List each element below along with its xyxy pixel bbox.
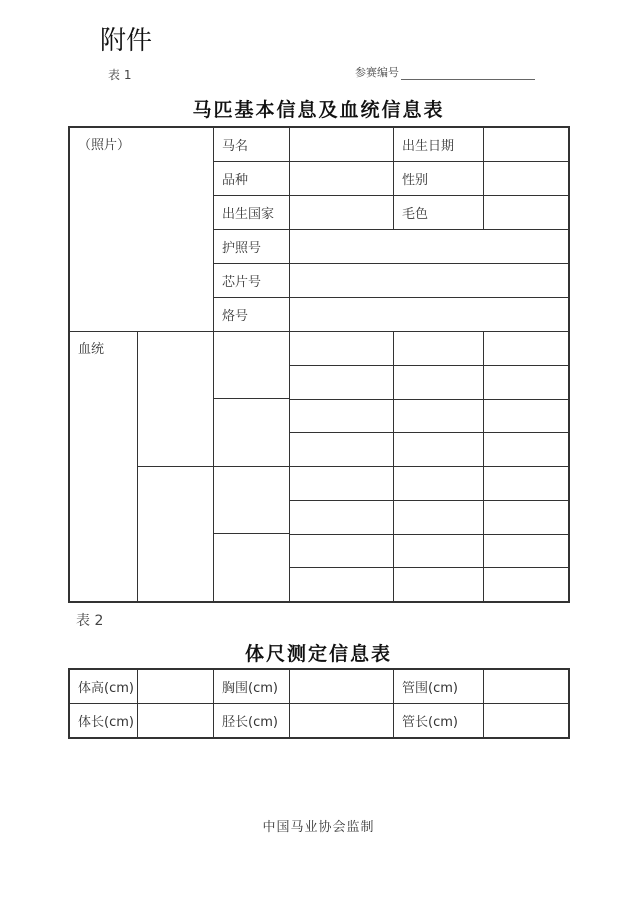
pedigree-gen3-cell[interactable] xyxy=(393,399,484,434)
pedigree-gen3-cell[interactable] xyxy=(393,500,484,535)
pedigree-cell xyxy=(69,331,138,602)
pedigree-gen3-cell[interactable] xyxy=(289,331,394,366)
table1-label: 表 1 xyxy=(108,68,132,82)
pedigree-gen3-cell[interactable] xyxy=(393,567,484,602)
pedigree-gen3-cell[interactable] xyxy=(289,567,394,602)
birth-date-value[interactable] xyxy=(483,127,569,162)
chest-girth-value[interactable] xyxy=(289,669,394,704)
sex-value[interactable] xyxy=(483,161,569,196)
shin-length-value[interactable] xyxy=(289,703,394,738)
birth-country-label: 出生国家 xyxy=(213,195,290,230)
table2-title: 体尺测定信息表 xyxy=(244,643,392,665)
pedigree-gen3-cell[interactable] xyxy=(289,365,394,400)
pedigree-sire[interactable] xyxy=(137,331,214,467)
photo-label: （照片） xyxy=(78,138,131,153)
passport-label: 护照号 xyxy=(213,229,290,264)
pedigree-gen3-cell[interactable] xyxy=(289,534,394,569)
photo-cell[interactable] xyxy=(69,127,214,332)
chip-label: 芯片号 xyxy=(213,263,290,298)
pedigree-gen3-cell[interactable] xyxy=(483,466,569,501)
pedigree-gen2[interactable] xyxy=(213,398,290,467)
pedigree-gen3-cell[interactable] xyxy=(483,534,569,569)
table2-label: 表 2 xyxy=(76,613,104,629)
pedigree-gen3-cell[interactable] xyxy=(483,500,569,535)
sex-label: 性别 xyxy=(393,161,484,196)
horse-name-value[interactable] xyxy=(289,127,394,162)
pedigree-gen3-cell[interactable] xyxy=(483,331,569,366)
pedigree-gen3-cell[interactable] xyxy=(393,534,484,569)
pedigree-gen3-cell[interactable] xyxy=(393,365,484,400)
breed-label: 品种 xyxy=(213,161,290,196)
height-value[interactable] xyxy=(137,669,214,704)
cannon-girth-value[interactable] xyxy=(483,669,569,704)
pedigree-gen3-cell[interactable] xyxy=(483,399,569,434)
body-length-value[interactable] xyxy=(137,703,214,738)
cannon-length-value[interactable] xyxy=(483,703,569,738)
pedigree-gen3-cell[interactable] xyxy=(393,466,484,501)
pedigree-gen3-cell[interactable] xyxy=(289,399,394,434)
chest-girth-label: 胸围(cm) xyxy=(213,669,290,704)
horse-name-label: 马名 xyxy=(213,127,290,162)
shin-length-label: 胫长(cm) xyxy=(213,703,290,738)
pedigree-gen2[interactable] xyxy=(213,466,290,534)
pedigree-dam[interactable] xyxy=(137,466,214,602)
breed-value[interactable] xyxy=(289,161,394,196)
cannon-girth-label: 管围(cm) xyxy=(393,669,484,704)
pedigree-gen2[interactable] xyxy=(213,533,290,602)
entry-number-field xyxy=(355,64,535,80)
chip-value[interactable] xyxy=(289,263,569,298)
passport-value[interactable] xyxy=(289,229,569,264)
pedigree-gen3-cell[interactable] xyxy=(289,500,394,535)
pedigree-gen3-cell[interactable] xyxy=(289,466,394,501)
body-length-label: 体长(cm) xyxy=(69,703,138,738)
pedigree-gen3-cell[interactable] xyxy=(393,331,484,366)
attachment-heading: 附件 xyxy=(100,26,153,56)
height-label: 体高(cm) xyxy=(69,669,138,704)
footer-text: 中国马业协会监制 xyxy=(262,820,375,835)
entry-number-input-line[interactable] xyxy=(401,67,535,80)
table1-title: 马匹基本信息及血统信息表 xyxy=(192,99,445,121)
pedigree-gen3-cell[interactable] xyxy=(393,432,484,467)
birth-date-label: 出生日期 xyxy=(393,127,484,162)
entry-number-label: 参赛编号 xyxy=(355,66,399,79)
pedigree-gen3-cell[interactable] xyxy=(483,567,569,602)
coat-color-value[interactable] xyxy=(483,195,569,230)
pedigree-label: 血统 xyxy=(78,342,105,357)
birth-country-value[interactable] xyxy=(289,195,394,230)
brand-label: 烙号 xyxy=(213,297,290,332)
brand-value[interactable] xyxy=(289,297,569,332)
pedigree-gen3-cell[interactable] xyxy=(483,365,569,400)
cannon-length-label: 管长(cm) xyxy=(393,703,484,738)
pedigree-gen3-cell[interactable] xyxy=(483,432,569,467)
coat-color-label: 毛色 xyxy=(393,195,484,230)
pedigree-gen2[interactable] xyxy=(213,331,290,399)
pedigree-gen3-cell[interactable] xyxy=(289,432,394,467)
